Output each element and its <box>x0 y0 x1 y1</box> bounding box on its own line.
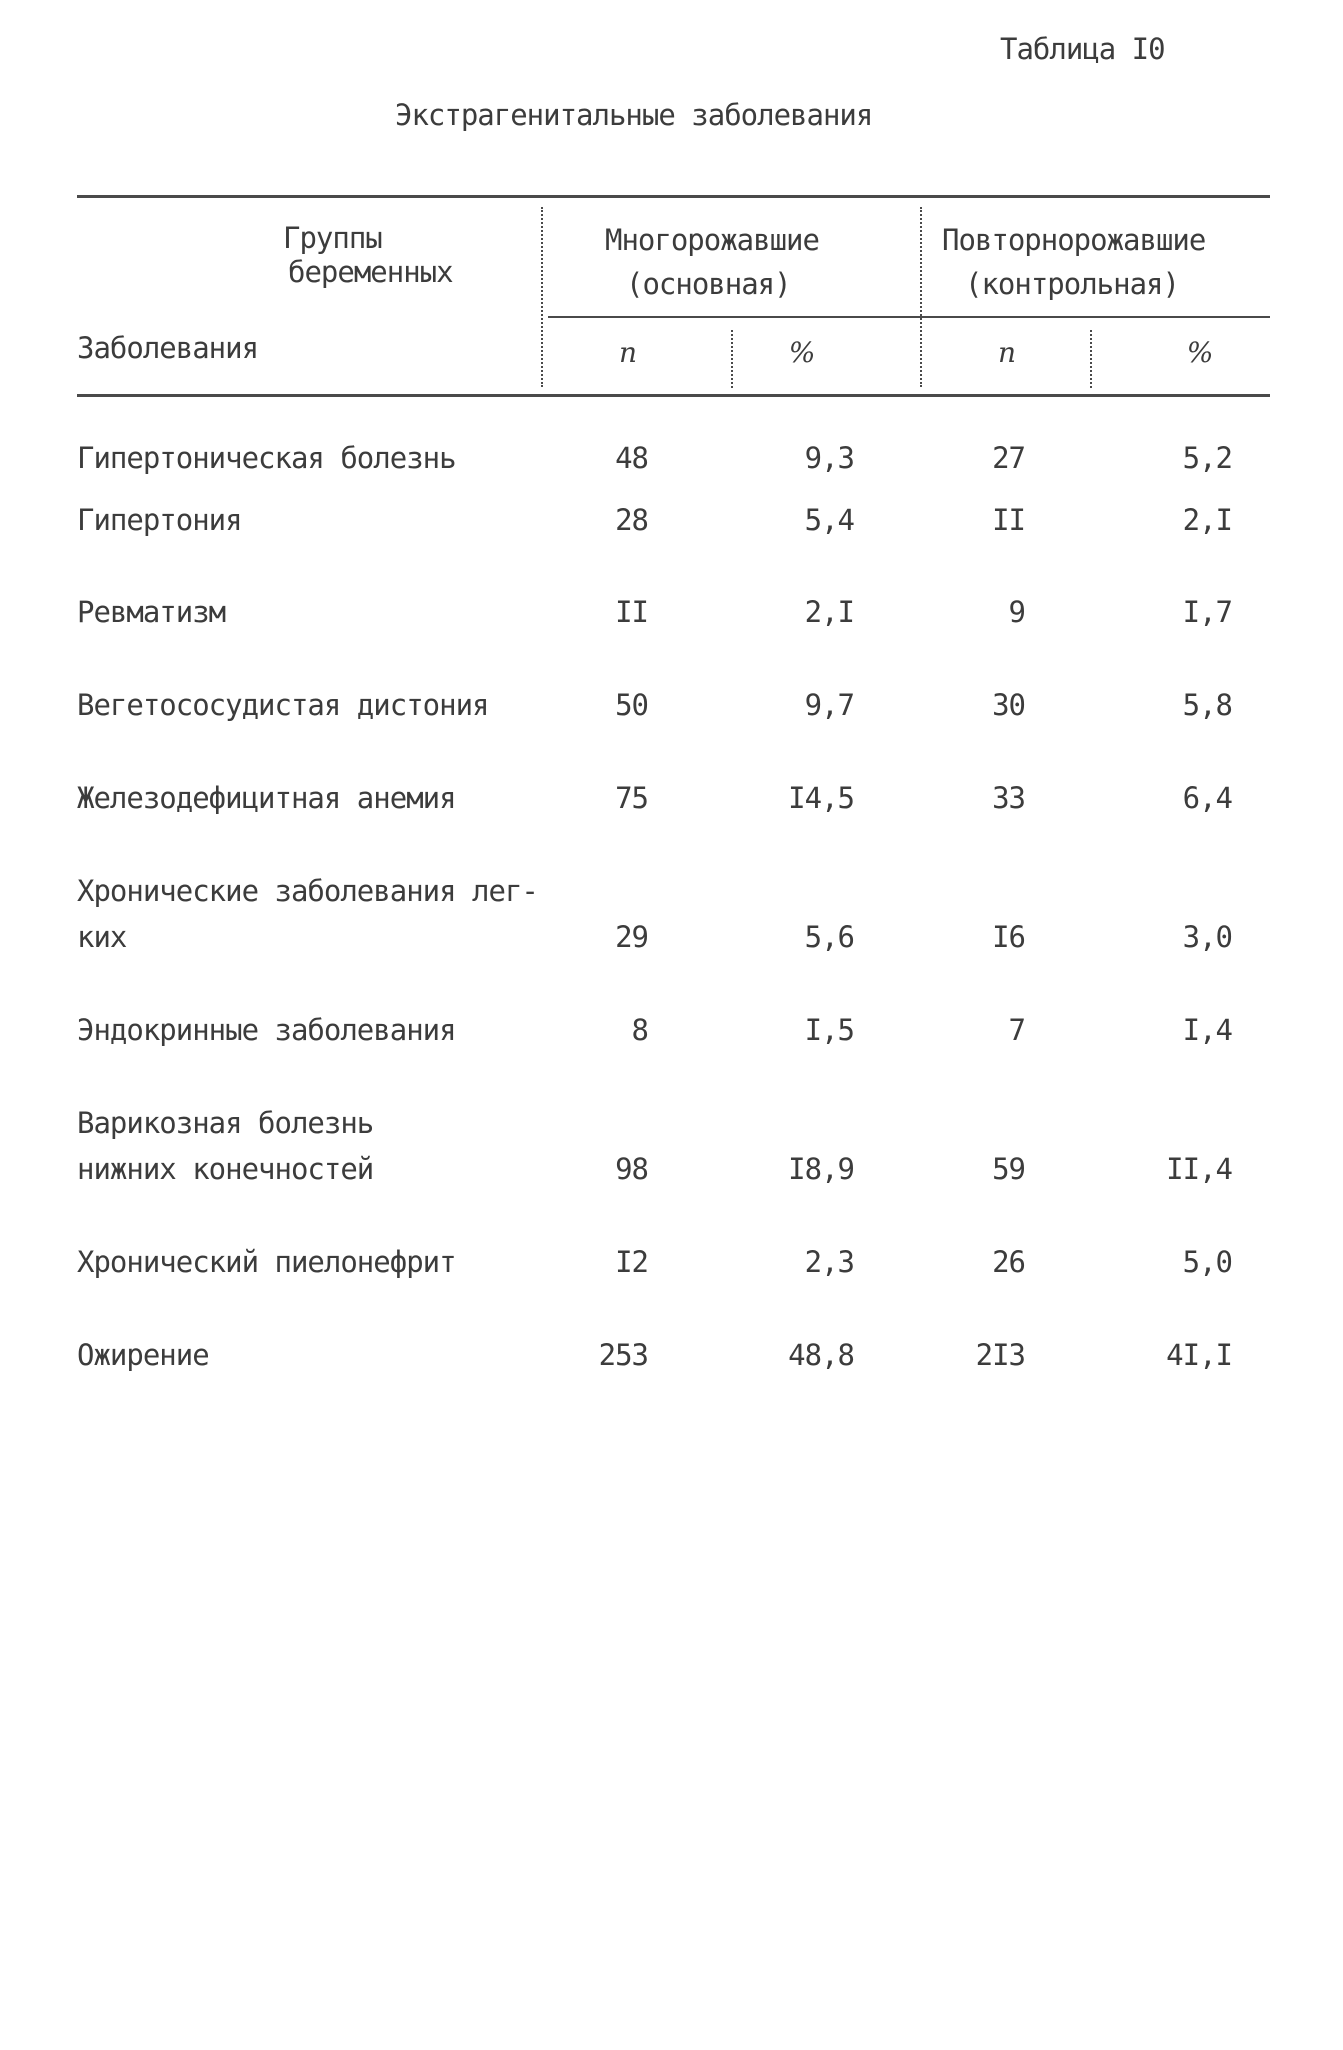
control-n: 30 <box>992 688 1025 722</box>
main-n: 75 <box>615 781 648 815</box>
main-percent: 48,8 <box>788 1338 854 1372</box>
main-n: 253 <box>598 1338 648 1372</box>
table-title: Экстрагенитальные заболевания <box>395 98 873 132</box>
main-n: 48 <box>615 441 648 475</box>
table-number: Таблица I0 <box>1000 32 1165 66</box>
table-row-label-line <box>0 1103 1343 1143</box>
main-n: II <box>615 595 648 629</box>
disease-name: Гипертония <box>77 503 242 537</box>
main-percent: I,5 <box>804 1013 854 1047</box>
header-groups-label: беременных <box>288 255 453 289</box>
disease-name: Гипертоническая болезнь <box>77 441 456 475</box>
control-percent: 6,4 <box>1182 781 1232 815</box>
control-n: 59 <box>992 1152 1025 1186</box>
control-percent: 5,8 <box>1182 688 1232 722</box>
table-row <box>0 1010 1343 1050</box>
column-separator <box>541 207 543 387</box>
control-percent: II,4 <box>1166 1152 1232 1186</box>
main-n: 28 <box>615 503 648 537</box>
main-n: 29 <box>615 920 648 954</box>
main-percent: 5,4 <box>804 503 854 537</box>
table-top-rule <box>77 195 1270 198</box>
main-percent: 2,3 <box>804 1245 854 1279</box>
control-percent: 3,0 <box>1182 920 1232 954</box>
table-row-label-line <box>0 871 1343 911</box>
main-n: 50 <box>615 688 648 722</box>
control-percent: 4I,I <box>1166 1338 1232 1372</box>
header-main-group: Многорожавшие <box>605 223 819 257</box>
header-percent-main: % <box>788 336 816 369</box>
disease-name: Хронический пиелонефрит <box>77 1245 456 1279</box>
main-percent: 2,I <box>804 595 854 629</box>
control-n: II <box>992 503 1025 537</box>
main-percent: I4,5 <box>788 781 854 815</box>
table-row <box>0 917 1343 957</box>
control-n: 2I3 <box>975 1338 1025 1372</box>
disease-name: Варикозная болезнь <box>77 1106 374 1140</box>
main-percent: 9,7 <box>804 688 854 722</box>
column-separator <box>920 207 922 387</box>
disease-name-continued: ких <box>77 920 127 954</box>
main-n: I2 <box>615 1245 648 1279</box>
table-row <box>0 1149 1343 1189</box>
control-n: 7 <box>1008 1013 1025 1047</box>
header-n-main: n <box>618 336 638 369</box>
table-row <box>0 1335 1343 1375</box>
control-percent: I,4 <box>1182 1013 1232 1047</box>
disease-name: Эндокринные заболевания <box>77 1013 456 1047</box>
column-separator <box>731 330 733 388</box>
main-percent: 9,3 <box>804 441 854 475</box>
control-n: I6 <box>992 920 1025 954</box>
header-control-group: (контрольная) <box>965 267 1179 301</box>
control-n: 26 <box>992 1245 1025 1279</box>
table-row <box>0 500 1343 540</box>
disease-name: Вегетососудистая дистония <box>77 688 489 722</box>
disease-name: Ожирение <box>77 1338 209 1372</box>
table-row <box>0 778 1343 818</box>
control-n: 27 <box>992 441 1025 475</box>
header-n-control: n <box>997 336 1017 369</box>
header-diseases-label: Заболевания <box>77 331 259 365</box>
table-row <box>0 592 1343 632</box>
main-n: 8 <box>631 1013 648 1047</box>
header-main-group: (основная) <box>626 267 791 301</box>
table-row <box>0 438 1343 478</box>
main-n: 98 <box>615 1152 648 1186</box>
header-bottom-rule <box>77 394 1270 397</box>
column-separator <box>1090 330 1092 388</box>
table-row <box>0 685 1343 725</box>
header-groups-label: Группы <box>283 221 382 255</box>
main-percent: 5,6 <box>804 920 854 954</box>
disease-name: Железодефицитная анемия <box>77 781 456 815</box>
disease-name-continued: нижних конечностей <box>77 1152 374 1186</box>
disease-name: Хронические заболевания лег- <box>77 874 538 908</box>
control-percent: 2,I <box>1182 503 1232 537</box>
control-n: 9 <box>1008 595 1025 629</box>
header-percent-control: % <box>1186 336 1214 369</box>
header-sub-rule <box>548 316 1270 318</box>
control-percent: 5,0 <box>1182 1245 1232 1279</box>
control-n: 33 <box>992 781 1025 815</box>
control-percent: I,7 <box>1182 595 1232 629</box>
disease-name: Ревматизм <box>77 595 226 629</box>
header-control-group: Повторнорожавшие <box>942 223 1206 257</box>
control-percent: 5,2 <box>1182 441 1232 475</box>
table-row <box>0 1242 1343 1282</box>
main-percent: I8,9 <box>788 1152 854 1186</box>
